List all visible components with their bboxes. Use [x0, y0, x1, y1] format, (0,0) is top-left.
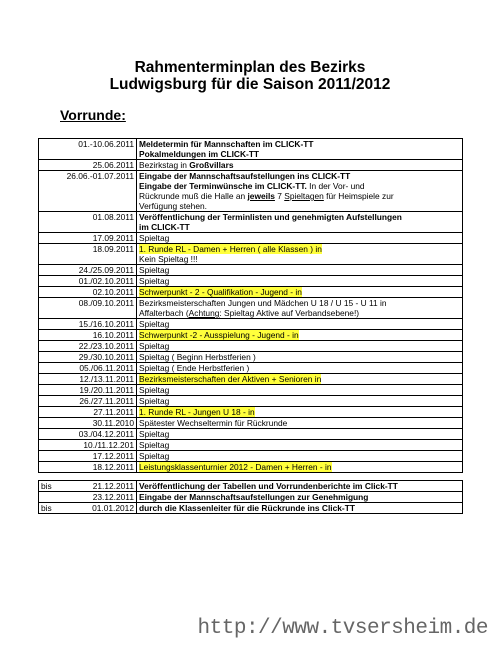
table-row — [39, 160, 463, 171]
date-cell: 18.12.2011 — [39, 462, 137, 473]
description-line: Bezirksmeisterschaften Jungen und Mädchen U 18 / U 15 - U 11 in — [139, 298, 387, 308]
description-line: Verfügung stehen. — [139, 201, 207, 211]
date-cell: 26.06.-01.07.2011 — [39, 171, 137, 212]
table-row — [39, 440, 463, 451]
date-cell: 30.11.2010 — [39, 418, 137, 429]
table-row — [39, 407, 463, 418]
description-cell: Spieltag — [137, 319, 463, 330]
description-cell: Spieltag ( Beginn Herbstferien ) — [137, 352, 463, 363]
date-value: 21.12.2011 — [92, 481, 134, 491]
spacer-cell — [39, 473, 137, 481]
date-cell: 08./09.10.2011 — [39, 298, 137, 319]
emphasis-text: Achtung — [188, 308, 220, 318]
section-heading: Vorrunde: — [60, 107, 126, 123]
table-row — [39, 462, 463, 473]
table-row — [39, 287, 463, 298]
description-cell — [137, 374, 463, 385]
date-cell — [39, 503, 137, 514]
description-text: : Spieltag Aktive auf Verbandsebene!) — [219, 308, 360, 318]
date-cell: 05./06.11.2011 — [39, 363, 137, 374]
date-cell: 23.12.2011 — [39, 492, 137, 503]
emphasis-text: jeweils — [247, 191, 275, 201]
description-cell — [137, 212, 463, 233]
document-title-line-2: Ludwigsburg für die Saison 2011/2012 — [109, 76, 391, 93]
table-row — [39, 374, 463, 385]
description-line: In der Vor- und — [306, 181, 365, 191]
date-value: 01.01.2012 — [92, 503, 134, 513]
description-cell — [137, 330, 463, 341]
date-cell: 18.09.2011 — [39, 244, 137, 265]
date-cell: 12./13.11.2011 — [39, 374, 137, 385]
description-line: Eingabe der Mannschaftsaufstellungen ins CLICK-TT — [139, 171, 351, 181]
date-cell: 22./23.10.2011 — [39, 341, 137, 352]
table-row — [39, 265, 463, 276]
table-row — [39, 341, 463, 352]
description-cell: Spieltag — [137, 451, 463, 462]
description-cell: Spieltag — [137, 233, 463, 244]
date-cell: 02.10.2011 — [39, 287, 137, 298]
description-text: Bezirkstag in — [139, 160, 190, 170]
date-cell: 01./02.10.2011 — [39, 276, 137, 287]
table-row — [39, 212, 463, 233]
description-text: Rückrunde muß die Halle an — [139, 191, 248, 201]
table-row — [39, 276, 463, 287]
table-row — [39, 418, 463, 429]
date-cell: 03./04.12.2011 — [39, 429, 137, 440]
date-cell: 15./16.10.2011 — [39, 319, 137, 330]
description-line: Pokalmeldungen im CLICK-TT — [139, 149, 260, 159]
description-cell: Spieltag — [137, 440, 463, 451]
table-spacer-row — [39, 473, 463, 481]
description-line: im CLICK-TT — [139, 222, 190, 232]
description-cell: Spieltag — [137, 396, 463, 407]
description-cell — [137, 462, 463, 473]
description-cell: Spieltag ( Ende Herbstferien ) — [137, 363, 463, 374]
date-cell: 24./25.09.2011 — [39, 265, 137, 276]
emphasis-text: Spieltagen — [284, 191, 324, 201]
table-row — [39, 492, 463, 503]
date-cell: 19./20.11.2011 — [39, 385, 137, 396]
date-cell: 01.-10.06.2011 — [39, 139, 137, 160]
table-row — [39, 319, 463, 330]
description-cell: Eingabe der Mannschaftsaufstellungen zur Genehmigung — [137, 492, 463, 503]
highlighted-event: Leistungsklassenturnier 2012 - Damen + Herren - in — [139, 462, 332, 472]
table-row — [39, 298, 463, 319]
table-row — [39, 396, 463, 407]
description-text: Affalterbach ( — [139, 308, 189, 318]
highlighted-event: Schwerpunkt - 2 - Qualifikation - Jugend - in — [139, 287, 302, 297]
description-cell: durch die Klassenleiter für die Rückrunde ins Click-TT — [137, 503, 463, 514]
description-cell — [137, 139, 463, 160]
schedule-table — [38, 138, 463, 514]
description-line: Meldetermin für Mannschaften im CLICK-TT — [139, 139, 314, 149]
table-row — [39, 352, 463, 363]
description-cell: Spieltag — [137, 276, 463, 287]
table-row — [39, 503, 463, 514]
table-row — [39, 139, 463, 160]
description-text: 7 — [274, 191, 285, 201]
date-cell: 29./30.10.2011 — [39, 352, 137, 363]
document-title-line-1: Rahmenterminplan des Bezirks — [134, 59, 366, 76]
date-cell: 16.10.2011 — [39, 330, 137, 341]
highlighted-event: 1. Runde RL - Damen + Herren ( alle Klassen ) in — [139, 244, 322, 254]
table-row — [39, 451, 463, 462]
date-prefix: bis — [41, 503, 52, 513]
description-cell — [137, 298, 463, 319]
table-row — [39, 171, 463, 212]
spacer-cell — [137, 473, 463, 481]
date-cell: 01.08.2011 — [39, 212, 137, 233]
date-cell — [39, 481, 137, 492]
date-prefix: bis — [41, 481, 52, 491]
highlighted-event: Schwerpunkt -2 - Ausspielung - Jugend - in — [139, 330, 299, 340]
description-cell — [137, 160, 463, 171]
footer-url-watermark: http://www.tvsersheim.de — [197, 617, 488, 640]
highlighted-event: Bezirksmeisterschaften der Aktiven + Senioren in — [139, 374, 322, 384]
description-cell — [137, 171, 463, 212]
description-cell — [137, 244, 463, 265]
description-cell: Veröffentlichung der Tabellen und Vorrundenberichte im Click-TT — [137, 481, 463, 492]
date-cell: 27.11.2011 — [39, 407, 137, 418]
description-cell — [137, 407, 463, 418]
table-row — [39, 244, 463, 265]
table-row — [39, 330, 463, 341]
date-cell: 17.12.2011 — [39, 451, 137, 462]
date-cell: 17.09.2011 — [39, 233, 137, 244]
description-line: Eingabe der Terminwünsche im CLICK-TT. — [139, 181, 307, 191]
date-cell: 25.06.2011 — [39, 160, 137, 171]
description-cell: Spieltag — [137, 385, 463, 396]
description-line: Veröffentlichung der Terminlisten und genehmigten Aufstellungen — [139, 212, 402, 222]
description-line: Kein Spieltag !!! — [139, 254, 198, 264]
table-row — [39, 481, 463, 492]
description-cell: Spieltag — [137, 429, 463, 440]
description-cell: Spätester Wechseltermin für Rückrunde — [137, 418, 463, 429]
table-row — [39, 429, 463, 440]
date-cell: 10./11.12.201 — [39, 440, 137, 451]
description-cell: Spieltag — [137, 341, 463, 352]
description-cell — [137, 287, 463, 298]
description-text: für Heimspiele zur — [323, 191, 394, 201]
table-row — [39, 233, 463, 244]
description-cell: Spieltag — [137, 265, 463, 276]
table-row — [39, 363, 463, 374]
table-row — [39, 385, 463, 396]
highlighted-event: 1. Runde RL - Jungen U 18 - in — [139, 407, 255, 417]
venue-name: Großvillars — [189, 160, 234, 170]
date-cell: 26./27.11.2011 — [39, 396, 137, 407]
